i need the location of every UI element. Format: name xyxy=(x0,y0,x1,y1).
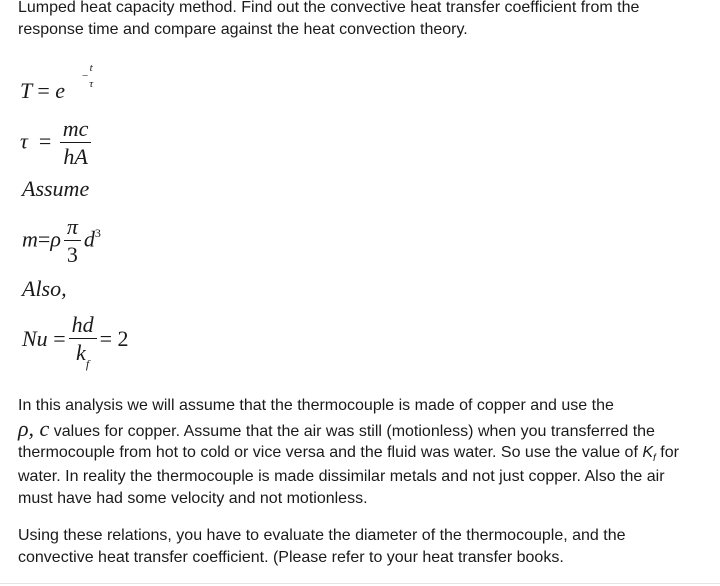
paragraph1-line-3-text: thermocouple from hot to cold or vice versa and the fluid was water. So use the value of xyxy=(18,444,643,461)
eq4-equals-2: = xyxy=(99,326,113,352)
equation-mass xyxy=(22,214,101,269)
eq1-exponent xyxy=(82,62,93,90)
eq3-fraction xyxy=(64,214,81,269)
eq4-num: hd xyxy=(69,312,97,339)
eq3-lhs: m xyxy=(22,226,38,252)
equation-time-constant xyxy=(20,116,94,171)
eq4-lhs: Nu xyxy=(22,326,48,352)
intro-line-2: response time and compare against the heat convection theory. xyxy=(18,21,468,38)
eq3-d: d xyxy=(83,226,95,252)
equation-nusselt xyxy=(22,312,129,370)
bottom-divider xyxy=(0,583,720,584)
paragraph1-line-4: water. In reality the thermocouple is made dissimilar metals and not just copper. Also the air xyxy=(18,468,665,485)
also-label: Also, xyxy=(22,276,67,301)
eq3-equals: = xyxy=(37,226,51,252)
paragraph1-line-1: In this analysis we will assume that the thermocouple is made of copper and use the xyxy=(18,397,614,414)
eq2-den: hA xyxy=(63,144,88,169)
eq2-lhs: τ xyxy=(20,128,28,154)
eq2-fraction xyxy=(60,116,92,171)
eq4-fraction xyxy=(69,312,97,370)
eq2-num: mc xyxy=(60,116,92,143)
assume-label: Assume xyxy=(22,176,90,201)
eq4-equals: = xyxy=(53,326,66,352)
equation-temperature xyxy=(20,62,94,104)
paragraph1-line-5: must have had some velocity and not motionless. xyxy=(18,490,368,507)
eq3-power: 3 xyxy=(94,225,101,240)
eq1-base: e xyxy=(55,78,66,103)
eq1-exp-num: t xyxy=(89,62,93,74)
intro-line-1: Lumped heat capacity method. Find out the convective heat transfer coefficient from the xyxy=(18,0,640,16)
eq1-exp-den: τ xyxy=(89,78,94,90)
k-symbol: K xyxy=(642,444,654,461)
k-subscript: f xyxy=(653,453,656,465)
eq3-den: 3 xyxy=(66,242,78,267)
eq4-den-k: k xyxy=(76,340,86,365)
eq2-equals: = xyxy=(38,128,52,154)
paragraph2-line-1: Using these relations, you have to evaluate the diameter of the thermocouple, and the xyxy=(18,527,626,544)
eq3-rho: ρ xyxy=(50,226,61,252)
eq1-minus: − xyxy=(82,70,89,82)
paragraph1-line-3 xyxy=(18,443,679,469)
eq4-den-sub: f xyxy=(85,357,90,371)
eq4-rhs: 2 xyxy=(117,326,129,352)
paragraph1-line-2 xyxy=(18,416,655,442)
eq1-equals: = xyxy=(37,78,50,103)
eq1-lhs: T xyxy=(20,78,32,103)
paragraph1-line-3-end: for xyxy=(655,444,679,461)
paragraph1-line-2-text: values for copper. Assume that the air was still (motionless) when you transferred the xyxy=(49,423,655,440)
rho-c-symbols: ρ, c xyxy=(18,416,50,441)
eq3-num: π xyxy=(64,214,81,241)
paragraph2-line-2: convective heat transfer coefficient. (Please refer to your heat transfer books. xyxy=(18,549,564,566)
